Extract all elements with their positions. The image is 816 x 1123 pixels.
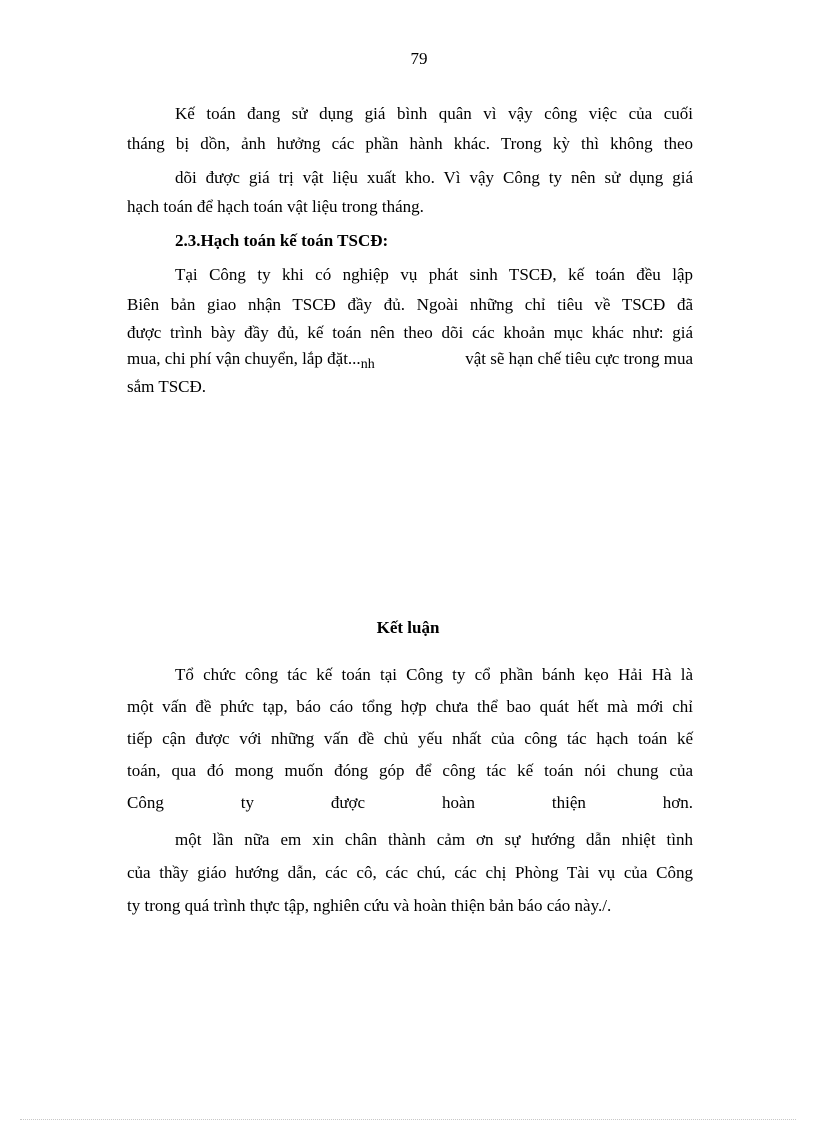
paragraph-line: được trình bày đầy đủ, kế toán nên theo dõi các khoản mục khác như: giá (127, 323, 693, 342)
paragraph-line: Tại Công ty khi có nghiệp vụ phát sinh TSCĐ, kế toán đều lập (175, 265, 693, 284)
paragraph-line: một lần nữa em xin chân thành cảm ơn sự hướng dẫn nhiệt tình (175, 830, 693, 849)
paragraph-line: dõi được giá trị vật liệu xuất kho. Vì vậy Công ty nên sử dụng giá (175, 168, 693, 187)
paragraph-line: toán, qua đó mong muốn đóng góp để công tác kế toán nói chung của (127, 761, 693, 780)
paragraph-line: Tổ chức công tác kế toán tại Công ty cổ phần bánh kẹo Hải Hà là (175, 665, 693, 684)
paragraph-line: ty trong quá trình thực tập, nghiên cứu và hoàn thiện bản báo cáo này./. (127, 896, 612, 915)
paragraph-line: một vấn đề phức tạp, báo cáo tổng hợp chưa thể bao quát hết mà mới chỉ (127, 697, 693, 716)
footer-divider (20, 1119, 796, 1120)
paragraph-line: tiếp cận được với những vấn đề chủ yếu nhất của công tác hạch toán kế (127, 729, 693, 748)
line-part: vật sẽ hạn chế tiêu cực trong mua (465, 349, 693, 368)
line-part: mua, chi phí vận chuyển, lắp đặt... (127, 349, 361, 368)
paragraph-line: tháng bị dồn, ảnh hưởng các phần hành khác. Trong kỳ thì không theo (127, 134, 693, 153)
paragraph-line: Biên bản giao nhận TSCĐ đầy đủ. Ngoài những chỉ tiêu về TSCĐ đã (127, 295, 693, 314)
stray-subscript: nh (360, 357, 375, 372)
conclusion-heading: Kết luận (376, 618, 440, 637)
paragraph-line: Công ty được hoàn thiện hơn. (127, 793, 693, 812)
section-heading: 2.3.Hạch toán kế toán TSCĐ: (175, 231, 389, 250)
paragraph-line-mixed (127, 349, 693, 371)
paragraph-line: của thầy giáo hướng dẫn, các cô, các chú, các chị Phòng Tài vụ của Công (127, 863, 693, 882)
paragraph-line: sắm TSCĐ. (127, 377, 207, 396)
page-number: 79 (410, 49, 428, 68)
paragraph-line: Kế toán đang sử dụng giá bình quân vì vậy công việc của cuối (175, 104, 693, 123)
paragraph-line: hạch toán để hạch toán vật liệu trong tháng. (127, 197, 424, 216)
